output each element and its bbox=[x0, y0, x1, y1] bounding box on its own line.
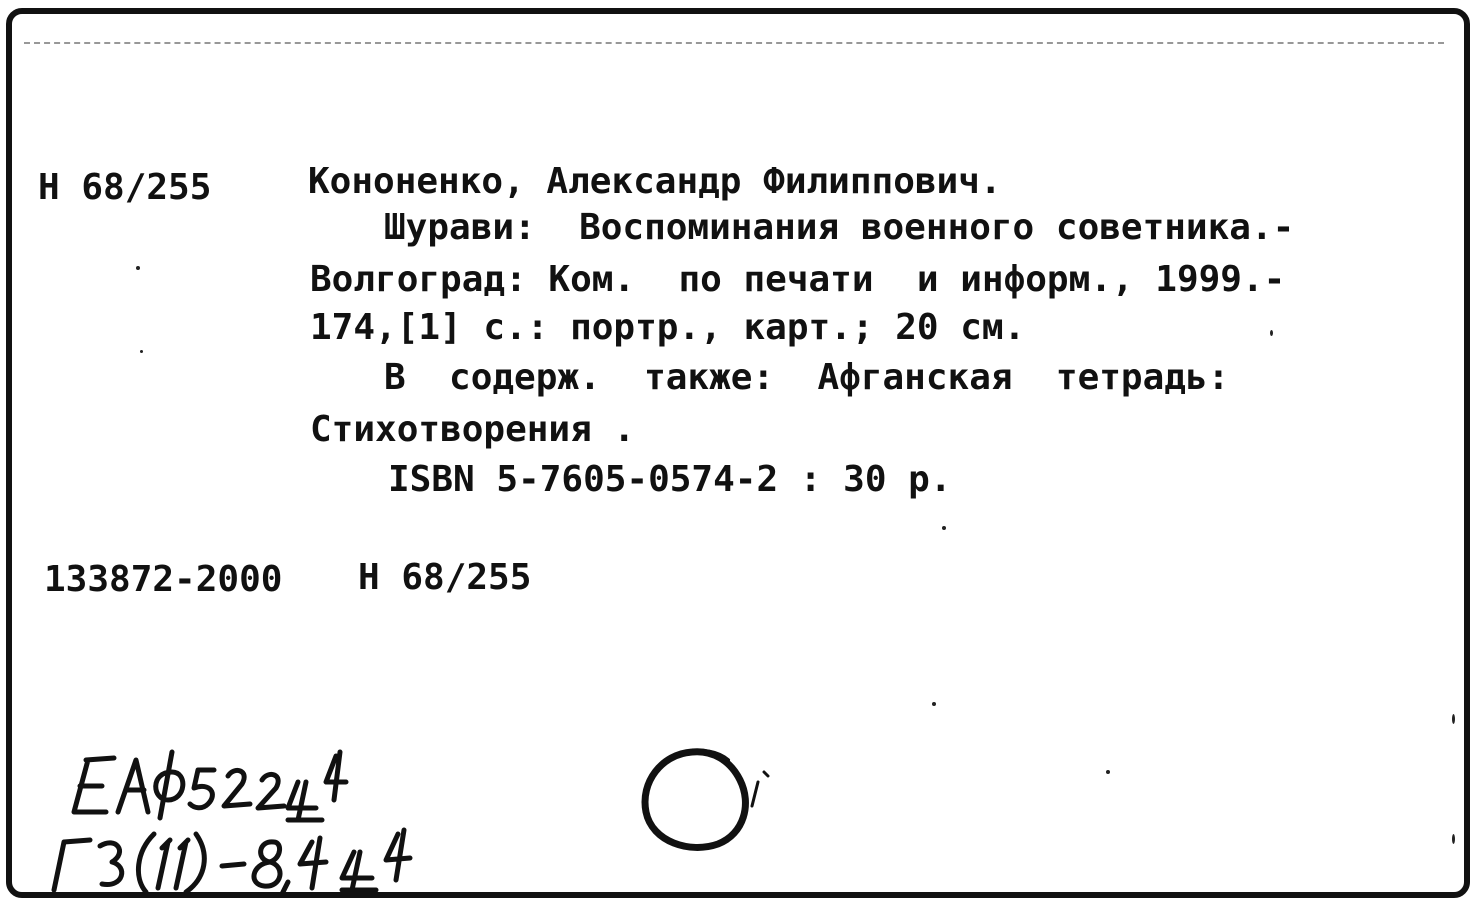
handwritten-shelf-marks bbox=[36, 742, 476, 892]
author-line: Кононенко, Александр Филиппович. bbox=[308, 161, 1002, 202]
imprint-line: Волгоград: Ком. по печати и информ., 1999.- bbox=[310, 259, 1286, 300]
speck bbox=[1452, 714, 1455, 724]
contents-line-1: В содерж. также: Афганская тетрадь: bbox=[384, 357, 1230, 398]
speck bbox=[1452, 834, 1455, 844]
speck bbox=[136, 266, 140, 270]
speck bbox=[1106, 770, 1110, 774]
extent-line: 174,[1] с.: портр., карт.; 20 см. bbox=[310, 307, 1026, 348]
title-line: Шурави: Воспоминания военного советника.- bbox=[384, 207, 1295, 248]
catalog-card bbox=[6, 8, 1470, 898]
call-number: Н 68/255 bbox=[38, 167, 212, 208]
circle-mark bbox=[632, 742, 792, 862]
speck bbox=[140, 350, 143, 353]
speck bbox=[942, 526, 946, 530]
isbn-line: ISBN 5-7605-0574-2 : 30 р. bbox=[388, 459, 952, 500]
top-dashed-rule bbox=[24, 42, 1444, 44]
accession-number: 133872-2000 bbox=[44, 559, 283, 600]
speck bbox=[1270, 330, 1273, 336]
call-number-bottom: Н 68/255 bbox=[358, 557, 532, 598]
contents-line-2: Стихотворения . bbox=[310, 409, 636, 450]
speck bbox=[932, 702, 936, 706]
